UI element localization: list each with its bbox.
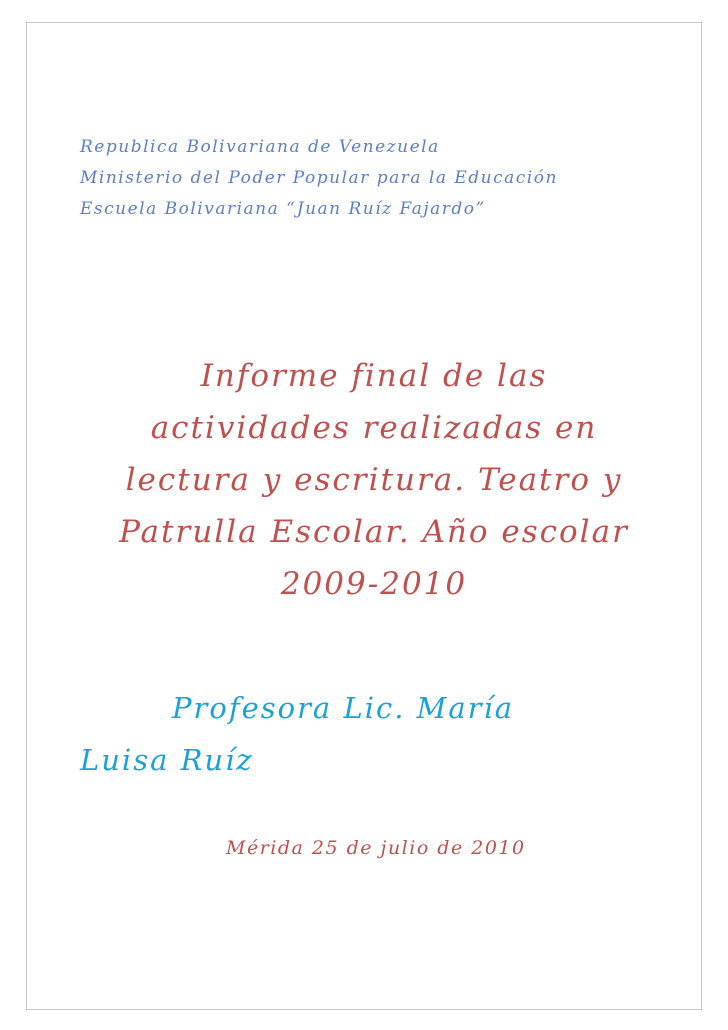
place-and-date: Mérida 25 de julio de 2010 (226, 837, 526, 859)
report-title-line-1: Informe final de las (200, 358, 548, 394)
report-title (60, 350, 688, 610)
report-title-line-4: Patrulla Escolar. Año escolar (119, 514, 629, 550)
report-title-line-3: lectura y escritura. Teatro y (125, 462, 623, 498)
report-title-line-5: 2009-2010 (280, 566, 468, 602)
author-line-1: Profesora Lic. María (172, 691, 515, 725)
institution-line-school: Escuela Bolivariana “Juan Ruíz Fajardo” (80, 199, 486, 219)
institution-line-ministry: Ministerio del Poder Popular para la Educación (80, 168, 558, 188)
report-title-line-2: actividades realizadas en (150, 410, 598, 446)
author-line-2: Luisa Ruíz (80, 743, 254, 777)
institution-line-republic: Republica Bolivariana de Venezuela (80, 137, 440, 157)
